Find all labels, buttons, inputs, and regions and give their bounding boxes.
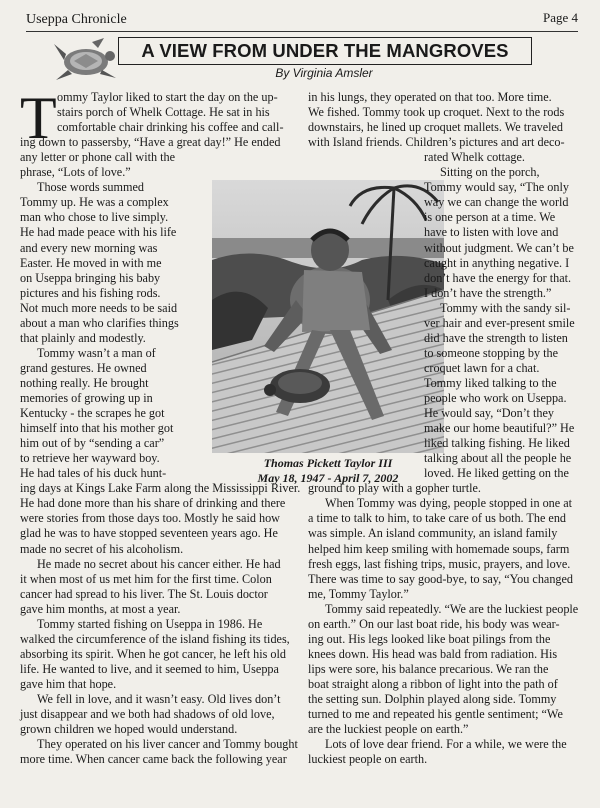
text-line: They operated on his liver cancer and Tommy bought xyxy=(37,737,298,752)
text-line: turned to me and repeated his gentle sentiment; “We xyxy=(308,707,563,722)
text-line: Tommy would say, “The only xyxy=(424,180,569,195)
text-line: Those words summed xyxy=(37,180,144,195)
text-line: man who chose to live simply. xyxy=(20,210,169,225)
text-line: gave him that hope. xyxy=(20,676,117,691)
text-line: comfortable chair drinking his coffee and call- xyxy=(57,120,284,135)
text-line: Tommy started fishing on Useppa in 1986. He xyxy=(37,616,263,631)
text-line: luckiest people on earth. xyxy=(308,752,428,767)
text-line: was simple. An island community, an island family xyxy=(308,526,558,541)
text-line: caught in anything negative. I xyxy=(424,255,570,270)
text-line: ing out. His legs looked like boat pilings from the xyxy=(308,631,551,646)
text-line: We fell in love, and it wasn’t easy. Old lives don’t xyxy=(37,692,281,706)
text-line: to retrieve her wayward boy. xyxy=(20,451,160,466)
text-line: have to listen with love and xyxy=(424,225,559,240)
text-line: make our home beautiful?” He xyxy=(424,421,575,436)
text-line: ground to play with a gopher turtle. xyxy=(308,481,481,496)
text-line: is one person at a time. We xyxy=(424,210,556,225)
sea-turtle-logo-icon xyxy=(52,32,120,84)
text-line: I don’t have the strength.” xyxy=(424,285,552,300)
text-line: nothing really. He brought xyxy=(20,375,149,390)
text-line: any letter or phone call with the xyxy=(20,150,175,165)
text-line: to someone stopping by the xyxy=(424,345,559,360)
text-line: Sitting on the porch, xyxy=(440,165,540,180)
text-line: stairs porch of Whelk Cottage. He sat in his xyxy=(57,105,270,120)
text-line: absorbing its spirit. When he got cancer, he left his old xyxy=(20,646,286,661)
publication-name: Useppa Chronicle xyxy=(26,12,127,27)
text-line: walked the circumference of the island fishing its tides, xyxy=(20,631,290,646)
text-line: grand gestures. He owned xyxy=(20,360,147,375)
text-line: on Useppa bringing his baby xyxy=(20,270,161,285)
text-line: glad he was to have stopped seventeen years ago. He xyxy=(20,526,278,541)
text-line: rated Whelk cottage. xyxy=(424,150,525,165)
text-line: on earth.” On our last boat ride, his body was wear- xyxy=(308,616,560,631)
text-line: pictures and his fishing rods. xyxy=(20,285,161,300)
text-line: He had made peace with his life xyxy=(20,225,177,240)
text-line: talking about all the people he xyxy=(424,451,572,466)
text-line: downstairs, he lined up croquet mallets. We traveled xyxy=(308,120,563,135)
text-line: without judgment. We can’t be xyxy=(424,240,574,255)
text-line: Tommy liked talking to the xyxy=(424,375,557,390)
text-line: memories of growing up in xyxy=(20,391,153,405)
article-byline: By Virginia Amsler xyxy=(275,66,373,80)
text-line: fresh eggs, last fishing trips, music, prayers, and love. xyxy=(308,556,571,571)
photo-caption-dates: May 18, 1947 - April 7, 2002 xyxy=(257,471,399,485)
text-line: that plainly and modestly. xyxy=(20,330,146,345)
text-line: boat straight along a ribbon of light into the path of xyxy=(308,676,558,691)
text-line: lips were sore, his balance precarious. We ran the xyxy=(308,661,549,676)
text-line: me, Tommy Taylor.” xyxy=(308,586,409,601)
text-line: don’t have the energy for that. xyxy=(424,270,572,285)
text-line: ing down to passersby, “Have a great day!” He ended xyxy=(20,135,281,150)
text-line: it when most of us met him for the first time. Colon xyxy=(20,571,272,586)
text-line: just disappear and we both had shadows of old love, xyxy=(20,707,275,722)
text-line: and every new morning was xyxy=(20,240,158,255)
text-line: He made no secret about his cancer either. He had xyxy=(37,556,281,571)
text-line: He had done more than his share of drinking and there xyxy=(20,496,286,511)
text-line: Tommy up. He was a complex xyxy=(20,195,169,210)
text-line: made no secret of his alcoholism. xyxy=(20,541,184,556)
text-line: the setting sun. Dolphin played along side. Tommy xyxy=(308,692,557,706)
text-line: Easter. He moved in with me xyxy=(20,255,162,270)
text-line: liked talking fishing. He liked xyxy=(424,436,570,451)
text-line: more time. When cancer came back the following year xyxy=(20,752,287,767)
page-number: Page 4 xyxy=(542,10,578,25)
text-line: ing days at Kings Lake Farm along the Mississippi River. xyxy=(20,481,301,496)
drop-cap: T xyxy=(20,85,57,151)
text-line: are the luckiest people on earth.” xyxy=(308,722,469,737)
text-line: Tommy with the sandy sil- xyxy=(440,300,571,315)
text-line: When Tommy was dying, people stopped in one at xyxy=(325,496,573,511)
text-line: He had tales of his duck hunt- xyxy=(20,466,167,481)
text-line: a time to talk to him, to take care of us both. The end xyxy=(308,511,567,526)
text-line: him out of by “sending a car” xyxy=(20,436,165,451)
text-line: We fished. Tommy took up croquet. Next to the rods xyxy=(308,105,565,120)
text-line: in his lungs, they operated on that too. More time. xyxy=(308,90,552,104)
text-line: cancer had spread to his liver. The St. Louis doctor xyxy=(20,586,268,601)
photo-caption-name: Thomas Pickett Taylor III xyxy=(263,456,393,470)
text-line: did have the strength to listen xyxy=(424,330,568,345)
text-line: life. He wanted to live, and it seemed to him, Useppa xyxy=(20,661,279,676)
text-line: Kentucky - the scrapes he got xyxy=(20,406,165,421)
text-line: Tommy wasn’t a man of xyxy=(37,345,156,360)
text-line: He would say, “Don’t they xyxy=(424,406,554,421)
text-line: helped him keep smiling with homemade soups, farm xyxy=(308,541,570,556)
text-line: himself into that his mother got xyxy=(20,421,174,436)
text-line: were stories from those days too. Mostly he said how xyxy=(20,511,280,526)
text-line: gave him months, at most a year. xyxy=(20,601,181,616)
text-line: ommy Taylor liked to start the day on the up- xyxy=(57,90,278,104)
article-photo xyxy=(212,180,444,453)
text-line: Lots of love dear friend. For a while, we were the xyxy=(325,737,567,752)
text-line: people who work on Useppa. xyxy=(424,391,567,405)
text-line: phrase, “Lots of love.” xyxy=(20,165,131,180)
text-line: Not much more needs to be said xyxy=(20,300,178,315)
text-line: Tommy said repeatedly. “We are the luckiest people xyxy=(325,601,579,616)
text-line: grown children we hoped would understand. xyxy=(20,722,238,737)
text-line: ver hair and ever-present smile xyxy=(424,315,575,330)
article-title: A VIEW FROM UNDER THE MANGROVES xyxy=(118,37,532,65)
text-line: loved. He liked getting on the xyxy=(424,466,569,481)
text-line: with Island friends. Children’s pictures and art deco- xyxy=(308,135,565,150)
text-line: knees down. His head was bald from radiation. His xyxy=(308,646,558,661)
text-line: way we can change the world xyxy=(424,195,569,210)
text-line: croquet lawn for a chat. xyxy=(424,360,540,375)
text-line: about a man who clarifies things xyxy=(20,315,179,330)
text-line: There was time to say good-bye, to say, “You changed xyxy=(308,571,574,586)
